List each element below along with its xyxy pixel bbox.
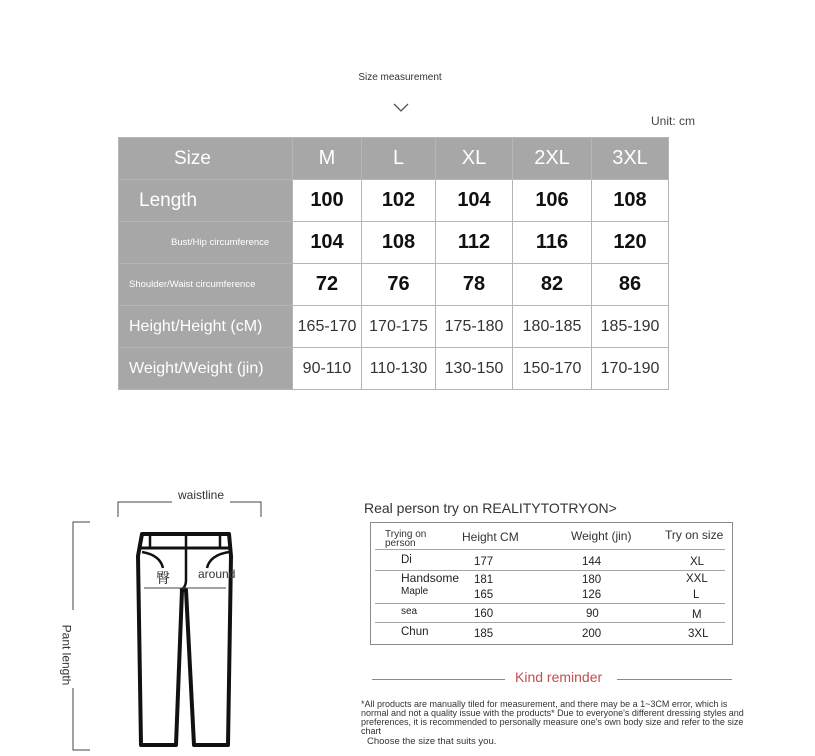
table-cell: 112 <box>436 222 513 264</box>
size-header-cell: M <box>293 138 362 180</box>
table-cell: 116 <box>513 222 592 264</box>
tryon-height: 177 <box>474 556 494 568</box>
table-cell: 100 <box>293 180 362 222</box>
table-cell: 165-170 <box>293 306 362 348</box>
col-header-person-line: Trying on <box>385 529 427 540</box>
tryon-size: L <box>693 589 700 601</box>
table-cell: 82 <box>513 264 592 306</box>
reminder-divider <box>617 679 732 680</box>
tryon-size: 3XL <box>688 628 709 640</box>
tryon-name: Chun <box>401 626 429 638</box>
table-cell: 110-130 <box>362 348 436 390</box>
tryon-height: 160 <box>474 608 494 620</box>
reminder-note-choose: Choose the size that suits you. <box>367 736 497 747</box>
table-row <box>119 180 669 222</box>
table-cell: 108 <box>592 180 669 222</box>
tryon-height: 165 <box>474 589 494 601</box>
col-header-height: Height CM <box>462 530 519 544</box>
tryon-name: Di <box>401 554 412 566</box>
table-cell: 108 <box>362 222 436 264</box>
row-divider <box>375 603 725 604</box>
tryon-size: M <box>692 609 702 621</box>
tryon-weight: 144 <box>582 556 602 568</box>
table-cell: 175-180 <box>436 306 513 348</box>
table-cell: 185-190 <box>592 306 669 348</box>
table-row <box>119 222 669 264</box>
row-label: Weight/Weight (jin) <box>119 348 293 390</box>
tryon-name: Handsome <box>401 571 460 585</box>
table-cell: 104 <box>436 180 513 222</box>
tryon-weight: 200 <box>582 628 602 640</box>
size-chart-table <box>118 137 669 390</box>
waistline-label: waistline <box>178 488 225 502</box>
tryon-size: XXL <box>686 573 708 585</box>
tryon-weight: 126 <box>582 589 602 601</box>
row-label: Bust/Hip circumference <box>119 222 293 264</box>
tryon-weight: 180 <box>582 574 602 586</box>
unit-label: Unit: cm <box>651 114 696 128</box>
pant-length-label: Pant length <box>59 624 74 686</box>
table-row <box>119 264 669 306</box>
row-divider <box>375 622 725 623</box>
table-cell: 120 <box>592 222 669 264</box>
row-divider <box>375 549 725 550</box>
table-row <box>119 348 669 390</box>
col-header-size: Try on size <box>665 528 724 542</box>
col-header-weight: Weight (jin) <box>571 529 632 543</box>
row-label: Height/Height (cM) <box>119 306 293 348</box>
row-label: Shoulder/Waist circumference <box>119 264 293 306</box>
around-label: around <box>198 567 236 581</box>
table-cell: 76 <box>362 264 436 306</box>
tryon-size: XL <box>690 556 705 568</box>
table-cell: 150-170 <box>513 348 592 390</box>
hip-label: 臀 <box>156 570 170 586</box>
size-header-cell: 2XL <box>513 138 592 180</box>
row-label: Length <box>119 180 293 222</box>
table-cell: 106 <box>513 180 592 222</box>
pants-diagram-icon <box>0 480 330 756</box>
table-cell: 86 <box>592 264 669 306</box>
tryon-height: 181 <box>474 574 494 586</box>
table-cell: 170-190 <box>592 348 669 390</box>
table-cell: 180-185 <box>513 306 592 348</box>
reminder-divider <box>372 679 505 680</box>
table-row <box>119 306 669 348</box>
table-cell: 102 <box>362 180 436 222</box>
chevron-down-icon <box>392 102 410 114</box>
tryon-title: Real person try on REALITYTOTRYON> <box>364 500 617 516</box>
size-header-cell: XL <box>436 138 513 180</box>
table-cell: 72 <box>293 264 362 306</box>
table-cell: 90-110 <box>293 348 362 390</box>
size-header-cell: 3XL <box>592 138 669 180</box>
col-header-person <box>385 530 426 548</box>
tryon-height: 185 <box>474 628 494 640</box>
table-cell: 130-150 <box>436 348 513 390</box>
size-header-cell: L <box>362 138 436 180</box>
tryon-name: Maple <box>401 586 429 597</box>
size-measurement-title: Size measurement <box>358 72 442 83</box>
tryon-weight: 90 <box>586 608 599 620</box>
table-cell: 104 <box>293 222 362 264</box>
kind-reminder-title: Kind reminder <box>515 669 603 685</box>
size-header-row <box>119 138 669 180</box>
col-header-person-line: person <box>385 538 416 549</box>
table-cell: 170-175 <box>362 306 436 348</box>
table-cell: 78 <box>436 264 513 306</box>
reminder-note: *All products are manually tiled for measurement, and there may be a 1~3CM error, which is normal and not a quality issue with the products* Due to everyone's different dressing styles and preferences, it is recommended to personally measure one's own body size and refer to the size chart <box>361 699 744 736</box>
tryon-name: sea <box>401 606 418 617</box>
size-corner-cell: Size <box>119 138 293 180</box>
